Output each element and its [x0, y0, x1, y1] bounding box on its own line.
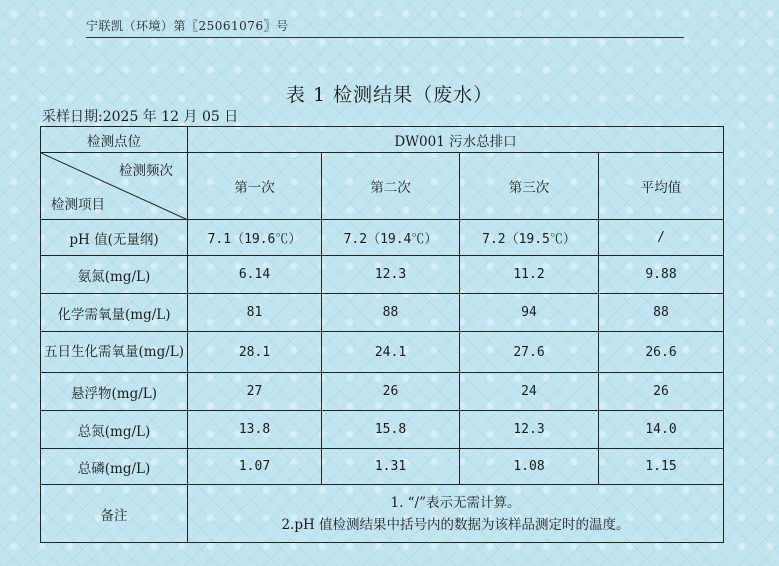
cell-value: 12.3 [322, 256, 460, 294]
remark-line: 2.pH 值检测结果中括号内的数据为该样品测定时的温度。 [281, 516, 630, 533]
point-value: DW001 污水总排口 [188, 127, 724, 153]
cell-value: 28.1 [188, 332, 322, 373]
column-header: 第三次 [460, 153, 599, 220]
table-row [41, 294, 724, 332]
cell-value: 7.2（19.5℃） [460, 220, 599, 256]
diagonal-header-cell [41, 153, 188, 220]
cell-value: 11.2 [460, 256, 599, 294]
cell-value: 26 [322, 373, 460, 411]
table-header-row [41, 153, 724, 220]
table-title: 表 1 检测结果（废水） [285, 84, 494, 106]
cell-value: 88 [599, 294, 724, 332]
cell-value: 1.31 [322, 449, 460, 485]
cell-value: 27.6 [460, 332, 599, 373]
document-number: 宁联凯（环境）第〖25061076〗号 [86, 17, 684, 38]
row-item-name: 五日生化需氧量(mg/L) [41, 332, 188, 373]
table-row [41, 373, 724, 411]
row-item-name: pH 值(无量纲) [41, 220, 188, 256]
cell-value: 24.1 [322, 332, 460, 373]
cell-value: 9.88 [599, 256, 724, 294]
cell-value: 26.6 [599, 332, 724, 373]
row-item-name: 总磷(mg/L) [41, 449, 188, 485]
cell-value: 1.07 [188, 449, 322, 485]
remarks-label: 备注 [41, 485, 188, 543]
table-row [41, 220, 724, 256]
table-row [41, 332, 724, 373]
cell-value: 12.3 [460, 411, 599, 449]
item-label: 检测项目 [51, 197, 105, 213]
row-item-name: 总氮(mg/L) [41, 411, 188, 449]
cell-value: 88 [322, 294, 460, 332]
frequency-label: 检测频次 [119, 163, 173, 179]
point-label: 检测点位 [41, 127, 188, 153]
cell-value: 14.0 [599, 411, 724, 449]
cell-value: 24 [460, 373, 599, 411]
sampling-date: 采样日期:2025 年 12 月 05 日 [42, 109, 239, 125]
remark-line: 1. “/”表示无需计算。 [390, 494, 521, 511]
cell-value: / [599, 220, 724, 256]
cell-value: 81 [188, 294, 322, 332]
cell-value: 7.1（19.6℃） [188, 220, 322, 256]
results-table [40, 126, 724, 543]
cell-value: 7.2（19.4℃） [322, 220, 460, 256]
cell-value: 26 [599, 373, 724, 411]
column-header: 平均值 [599, 153, 724, 220]
cell-value: 13.8 [188, 411, 322, 449]
row-item-name: 氨氮(mg/L) [41, 256, 188, 294]
column-header: 第一次 [188, 153, 322, 220]
cell-value: 27 [188, 373, 322, 411]
cell-value: 94 [460, 294, 599, 332]
table-row [41, 449, 724, 485]
cell-value: 15.8 [322, 411, 460, 449]
row-item-name: 化学需氧量(mg/L) [41, 294, 188, 332]
table-row [41, 256, 724, 294]
remarks-cell [188, 485, 724, 543]
row-item-name: 悬浮物(mg/L) [41, 373, 188, 411]
cell-value: 6.14 [188, 256, 322, 294]
table-row [41, 127, 724, 153]
table-row [41, 411, 724, 449]
remarks-row [41, 485, 724, 543]
column-header: 第二次 [322, 153, 460, 220]
cell-value: 1.15 [599, 449, 724, 485]
cell-value: 1.08 [460, 449, 599, 485]
